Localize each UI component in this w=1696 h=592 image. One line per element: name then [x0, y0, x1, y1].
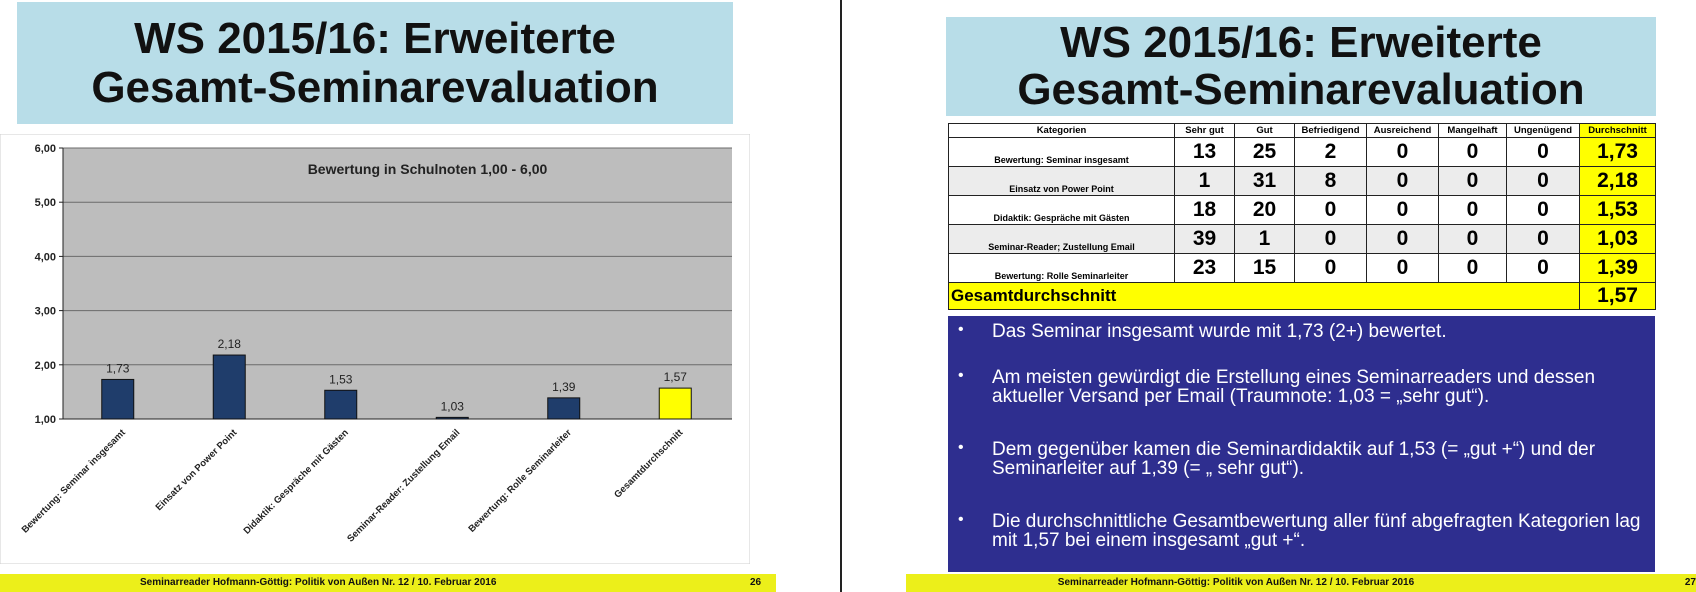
value-cell: 0 — [1507, 138, 1580, 167]
value-cell: 0 — [1367, 138, 1439, 167]
bullet-icon: • — [958, 367, 964, 384]
category-cell: Einsatz von Power Point — [949, 167, 1175, 196]
value-cell: 0 — [1507, 196, 1580, 225]
y-tick-label: 2,00 — [34, 359, 56, 372]
average-cell: 2,18 — [1580, 167, 1656, 196]
page-number: 27 — [1684, 577, 1696, 588]
value-cell: 0 — [1367, 196, 1439, 225]
footer-text: Seminarreader Hofmann-Göttig: Politik von Außen Nr. 12 / 10. Februar 2016 — [1057, 577, 1415, 588]
data-label: 1,57 — [663, 370, 687, 385]
value-cell: 0 — [1367, 225, 1439, 254]
column-header: Ausreichend — [1367, 124, 1439, 138]
value-cell: 0 — [1367, 254, 1439, 283]
table-row — [949, 196, 1656, 225]
column-header: Gut — [1235, 124, 1295, 138]
bar — [436, 417, 468, 419]
title-line-1: WS 2015/16: Erweiterte — [1060, 18, 1542, 68]
y-tick-label: 4,00 — [34, 251, 56, 264]
value-cell: 25 — [1235, 138, 1295, 167]
table-row — [949, 138, 1656, 167]
value-cell: 0 — [1507, 167, 1580, 196]
table-row — [949, 254, 1656, 283]
column-header: Sehr gut — [1175, 124, 1235, 138]
category-cell: Bewertung: Seminar insgesamt — [949, 138, 1175, 167]
value-cell: 8 — [1295, 167, 1367, 196]
slide-26 — [0, 0, 836, 592]
title-line-2: Gesamt-Seminarevaluation — [1017, 64, 1585, 114]
title-line-1: WS 2015/16: Erweiterte — [134, 13, 616, 63]
average-cell: 1,53 — [1580, 196, 1656, 225]
average-cell: 1,03 — [1580, 225, 1656, 254]
x-tick-label: Gesamtdurchschnitt — [612, 427, 686, 501]
y-tick-label: 6,00 — [34, 143, 56, 155]
bar — [548, 398, 580, 419]
y-tick-label: 1,00 — [34, 414, 56, 426]
bullet-icon: • — [958, 321, 964, 338]
value-cell: 0 — [1507, 254, 1580, 283]
table-row — [949, 167, 1656, 196]
bar — [659, 388, 691, 419]
value-cell: 1 — [1175, 167, 1235, 196]
category-cell: Seminar-Reader; Zustellung Email — [949, 225, 1175, 254]
bar — [213, 355, 245, 419]
column-header: Kategorien — [949, 124, 1175, 138]
value-cell: 15 — [1235, 254, 1295, 283]
total-label: Gesamtdurchschnitt — [949, 283, 1580, 310]
bullet-icon: • — [958, 511, 964, 528]
bullet-text: Am meisten gewürdigt die Erstellung eines Seminarreaders und dessen aktueller Versand per Email (Traumnote: 1,03 = „sehr gut“). — [992, 367, 1596, 407]
value-cell: 0 — [1295, 196, 1367, 225]
x-tick-label: Bewertung: Rolle Seminarleiter — [466, 427, 574, 535]
value-cell: 0 — [1439, 196, 1507, 225]
value-cell: 0 — [1295, 254, 1367, 283]
value-cell: 0 — [1507, 225, 1580, 254]
value-cell: 0 — [1367, 167, 1439, 196]
bar — [325, 390, 357, 419]
total-average-cell: 1,57 — [1580, 283, 1656, 310]
plot-area — [63, 148, 732, 419]
value-cell: 20 — [1235, 196, 1295, 225]
x-tick-label: Bewertung: Seminar insgesamt — [19, 427, 128, 536]
slide-divider — [840, 0, 842, 592]
value-cell: 2 — [1295, 138, 1367, 167]
page-number: 26 — [750, 577, 762, 588]
bullet-icon: • — [958, 439, 964, 456]
y-tick-label: 3,00 — [34, 305, 56, 318]
value-cell: 31 — [1235, 167, 1295, 196]
slide-title — [946, 17, 1656, 116]
value-cell: 0 — [1439, 254, 1507, 283]
bullet-list — [948, 316, 1655, 572]
slide-footer — [0, 574, 776, 592]
x-tick-label: Einsatz von Power Point — [153, 427, 240, 514]
total-row — [949, 283, 1656, 310]
evaluation-table — [948, 123, 1656, 310]
footer-text: Seminarreader Hofmann-Göttig: Politik von Außen Nr. 12 / 10. Februar 2016 — [140, 577, 497, 588]
category-cell: Bewertung: Rolle Seminarleiter — [949, 254, 1175, 283]
bullet-text: Die durchschnittliche Gesamtbewertung aller fünf abgefragten Kategorien lag mit 1,57 bei einem insgesamt „gut +“. — [992, 511, 1641, 551]
x-tick-label: Seminar-Reader: Zustellung Email — [345, 427, 463, 545]
value-cell: 39 — [1175, 225, 1235, 254]
value-cell: 13 — [1175, 138, 1235, 167]
bar-chart — [0, 134, 750, 564]
slide-27 — [846, 0, 1696, 592]
data-label: 2,18 — [217, 337, 241, 352]
chart-title: Bewertung in Schulnoten 1,00 - 6,00 — [307, 161, 548, 177]
average-cell: 1,39 — [1580, 254, 1656, 283]
table-header-row — [949, 124, 1656, 138]
data-label: 1,03 — [440, 399, 464, 414]
value-cell: 18 — [1175, 196, 1235, 225]
data-label: 1,39 — [552, 379, 576, 394]
data-label: 1,73 — [106, 361, 130, 376]
column-header: Mangelhaft — [1439, 124, 1507, 138]
value-cell: 0 — [1295, 225, 1367, 254]
value-cell: 0 — [1439, 138, 1507, 167]
bullet-text: Das Seminar insgesamt wurde mit 1,73 (2+) bewertet. — [992, 321, 1447, 342]
slide-footer — [906, 574, 1696, 592]
column-header: Befriedigend — [1295, 124, 1367, 138]
value-cell: 23 — [1175, 254, 1235, 283]
y-tick-label: 5,00 — [34, 197, 56, 210]
title-line-2: Gesamt-Seminarevaluation — [91, 63, 659, 112]
slide-title — [17, 2, 733, 124]
value-cell: 0 — [1439, 167, 1507, 196]
column-header: Ungenügend — [1507, 124, 1580, 138]
bar — [102, 379, 134, 419]
data-label: 1,53 — [329, 372, 353, 387]
table-row — [949, 225, 1656, 254]
value-cell: 1 — [1235, 225, 1295, 254]
category-cell: Didaktik: Gespräche mit Gästen — [949, 196, 1175, 225]
average-cell: 1,73 — [1580, 138, 1656, 167]
value-cell: 0 — [1439, 225, 1507, 254]
x-tick-label: Didaktik: Gespräche mit Gästen — [241, 427, 351, 537]
bullet-text: Dem gegenüber kamen die Seminardidaktik auf 1,53 (= „gut +“) und der Seminarleiter auf 1,39 (= „ sehr gut“). — [992, 439, 1596, 479]
column-header: Durchschnitt — [1580, 124, 1656, 138]
